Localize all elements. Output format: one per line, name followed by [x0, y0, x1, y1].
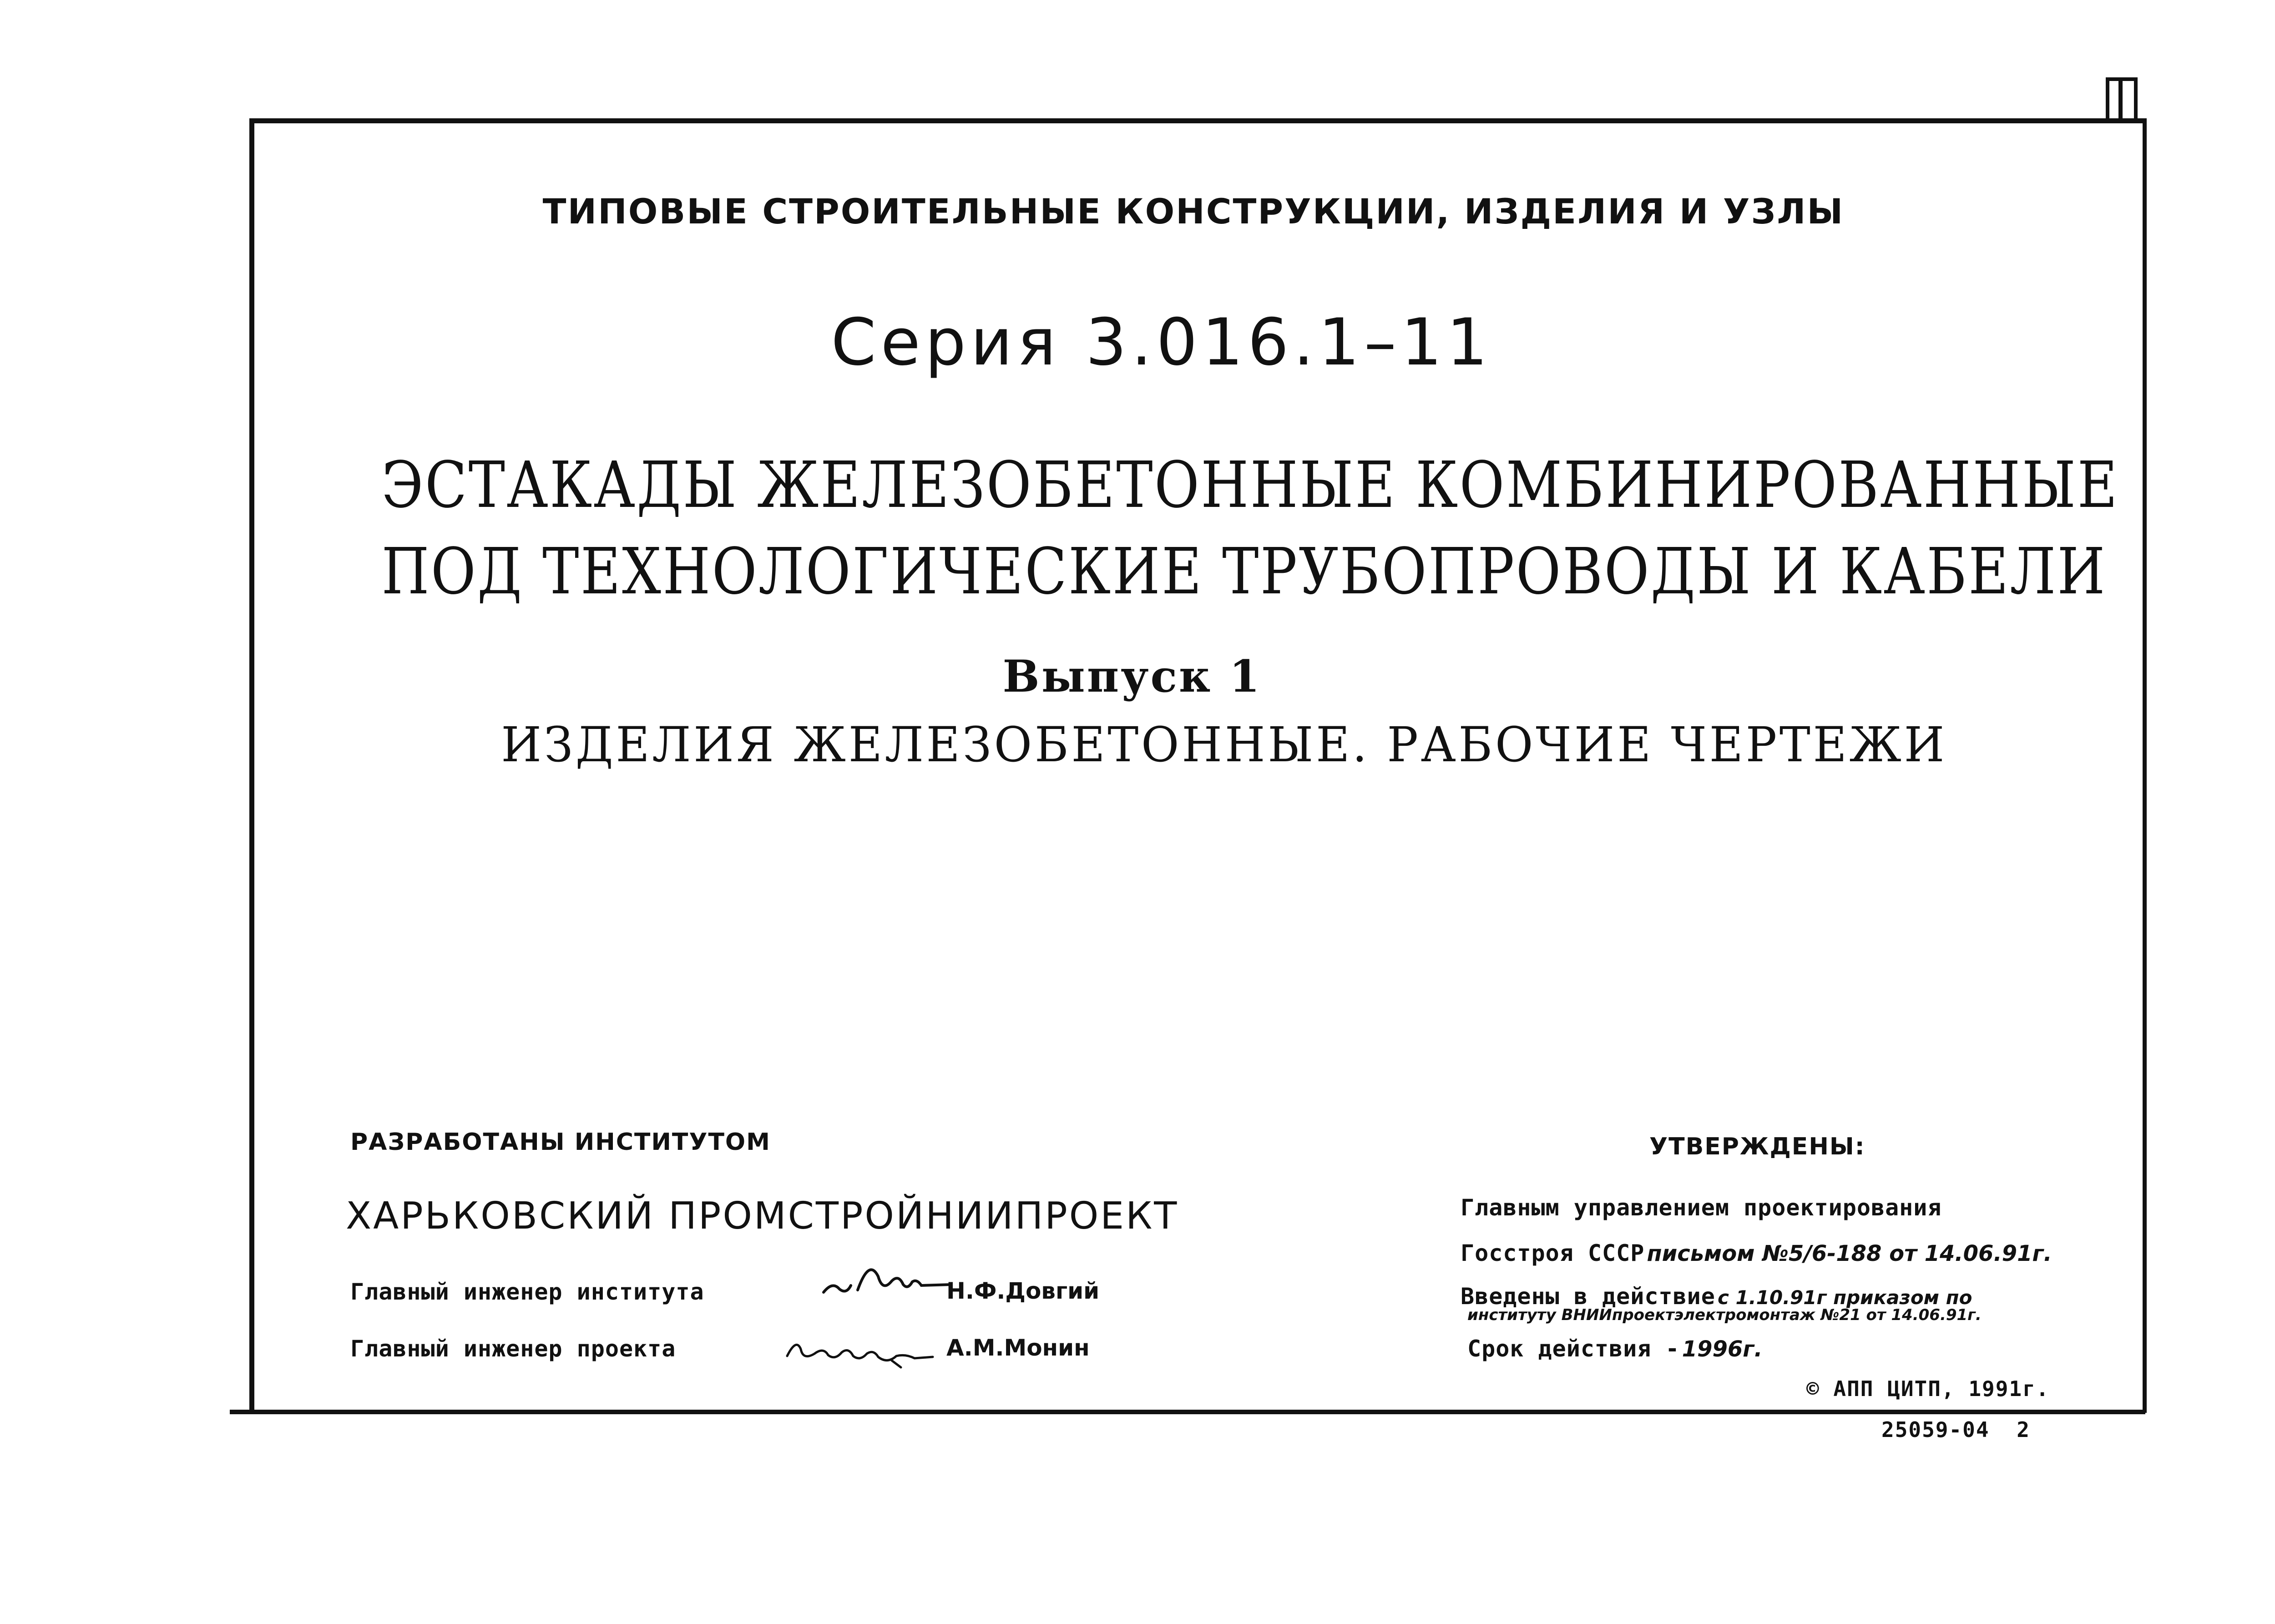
- series-number: Серия 3.016.1–11: [831, 305, 1492, 380]
- issue-subtitle: ИЗДЕЛИЯ ЖЕЛЕЗОБЕТОННЫЕ. РАБОЧИЕ ЧЕРТЕЖИ: [501, 717, 1947, 773]
- code-number: 25059-04: [1881, 1417, 1990, 1442]
- document-title-line2: ПОД ТЕХНОЛОГИЧЕСКИЕ ТРУБОПРОВОДЫ И КАБЕЛИ: [381, 535, 2107, 609]
- approved-line4-handwritten: институту ВНИИпроектэлектромонтаж №21 от 14.06.91г.: [1467, 1306, 1982, 1324]
- chief-institute-label: Главный инженер института: [350, 1279, 704, 1305]
- signature-monin: [783, 1329, 937, 1370]
- approved-line2-handwritten: письмом №5/6-188 от 14.06.91г.: [1647, 1241, 2052, 1266]
- validity-year: 1996г.: [1682, 1336, 1763, 1362]
- chief-project-label: Главный инженер проекта: [350, 1336, 676, 1362]
- validity-label: Срок действия -: [1467, 1336, 1680, 1362]
- chief-institute-name: Н.Ф.Довгий: [946, 1278, 1100, 1304]
- document-code: [1881, 1417, 2030, 1442]
- approved-line2: [1461, 1240, 2052, 1266]
- corner-tab-divider: [2118, 77, 2123, 123]
- approved-line3-handwritten: с 1.10.91г приказом по: [1717, 1286, 1972, 1309]
- approved-line3-prefix: Введены в действие: [1461, 1283, 1715, 1310]
- collection-heading: ТИПОВЫЕ СТРОИТЕЛЬНЫЕ КОНСТРУКЦИИ, ИЗДЕЛИЯ И УЗЛЫ: [542, 191, 1845, 232]
- approved-line1: Главным управлением проектирования: [1461, 1194, 1942, 1221]
- signature-dovgiy: [819, 1249, 956, 1304]
- developed-heading: РАЗРАБОТАНЫ ИНСТИТУТОМ: [350, 1128, 771, 1156]
- issue-label: Выпуск 1: [1002, 651, 1262, 702]
- sheet-number: 2: [2017, 1417, 2030, 1442]
- approved-heading: УТВЕРЖДЕНЫ:: [1649, 1133, 1866, 1160]
- approved-line5: [1467, 1336, 1763, 1362]
- frame-bottom-line: [230, 1410, 2145, 1414]
- document-title-line1: ЭСТАКАДЫ ЖЕЛЕЗОБЕТОННЫЕ КОМБИНИРОВАННЫЕ: [381, 448, 2119, 522]
- chief-project-name: А.М.Монин: [946, 1335, 1090, 1361]
- approved-line2-prefix: Госстроя СССР: [1461, 1240, 1645, 1266]
- institute-name: ХАРЬКОВСКИЙ ПРОМСТРОЙНИИПРОЕКТ: [346, 1194, 1179, 1238]
- copyright-stamp: © АПП ЦИТП, 1991г.: [1806, 1376, 2050, 1401]
